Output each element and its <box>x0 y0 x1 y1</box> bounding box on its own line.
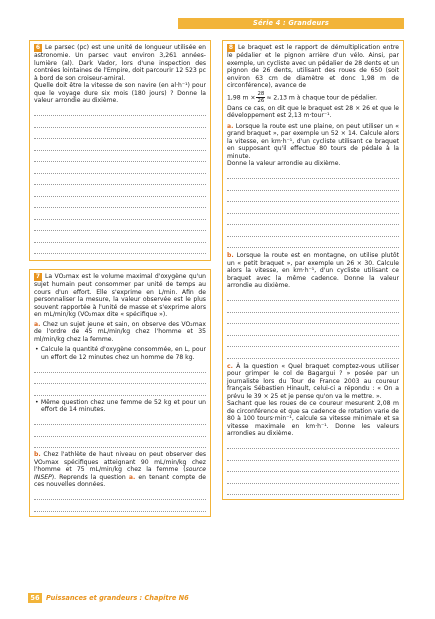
exercise-8-number: 8 <box>228 44 234 51</box>
exercise-7-part-b <box>34 451 206 489</box>
answer-line[interactable] <box>227 461 399 473</box>
part-c-text: À la question « Quel braquet comptez-vous utiliser pour grimper le col de Bagargui ? » posée par un journaliste lors du Tour de France 2003 au coureur français Sébastien Hinault, celui-ci a répondu : « On a prévu le 39 × 25 et je pense qu'on va le mettre. ». <box>227 362 399 400</box>
answer-line[interactable] <box>34 500 206 512</box>
exercise-7-statement <box>34 273 206 319</box>
bullet-2-text: Même question chez une femme de 52 kg et pour un effort de 14 minutes. <box>40 398 206 413</box>
answer-line[interactable] <box>34 151 206 163</box>
part-b-label: b. <box>34 451 41 458</box>
answer-line[interactable] <box>34 384 206 396</box>
answer-line[interactable] <box>34 208 206 220</box>
part-b-label: b. <box>227 252 234 259</box>
exercise-8-intro-2: Dans ce cas, on dit que le braquet est 28 × 26 et que le développement est 2,13 m·tour⁻¹. <box>227 104 399 119</box>
exercise-6-question: Quelle doit être la vitesse de son navire (en al·h⁻¹) pour que le voyage dure six mois (180 jours) ? Donne la valeur arrondie au dixième. <box>34 82 206 104</box>
page-number: 56 <box>28 593 42 603</box>
exercise-7-part-a <box>34 321 206 344</box>
answer-line[interactable] <box>34 105 206 117</box>
exercise-8-part-a-rounding: Donne la valeur arrondie au dixième. <box>227 160 341 167</box>
exercise-6-statement <box>34 44 206 82</box>
answer-line[interactable] <box>34 139 206 151</box>
fraction-numerator: 28 <box>257 90 265 97</box>
part-c-label: c. <box>227 362 233 370</box>
answer-line[interactable] <box>227 484 399 496</box>
part-b-text-3: en tenant compte de ces nouvelles données. <box>34 473 206 488</box>
answer-line[interactable] <box>34 197 206 209</box>
fraction-denominator: 26 <box>257 97 265 104</box>
answer-line[interactable] <box>34 162 206 174</box>
exercise-6-number: 6 <box>35 44 41 51</box>
part-a-text: Lorsque la route est une plaine, on peut utiliser un « grand braquet », par exemple un 52 × 14. Calcule alors la vitesse, en km·h⁻¹, d'un cycliste utilisant ce braquet en supposant qu'il effectue 80 tours de pédale à la minute. <box>227 122 399 160</box>
exercise-7 <box>29 269 211 517</box>
part-b-text-1: Chez l'athlète de haut niveau on peut observer des VO₂max spécifiques atteignant 90 mL/min/kg chez l'homme et 75 mL/min/kg chez la femme ( <box>34 451 207 473</box>
answer-line[interactable] <box>34 489 206 501</box>
footer-chapter: Puissances et grandeurs : Chapitre N6 <box>46 594 189 602</box>
answer-line[interactable] <box>227 347 399 359</box>
answer-line[interactable] <box>227 301 399 313</box>
answer-line[interactable] <box>227 202 399 214</box>
exercise-8-formula <box>227 91 399 104</box>
answer-line[interactable] <box>227 449 399 461</box>
answer-line[interactable] <box>227 214 399 226</box>
exercise-8-part-a <box>227 123 399 161</box>
answer-line[interactable] <box>227 472 399 484</box>
answer-line[interactable] <box>227 438 399 450</box>
formula-fraction <box>256 91 265 104</box>
answer-line[interactable] <box>34 425 206 437</box>
answer-line[interactable] <box>227 324 399 336</box>
answer-line[interactable] <box>34 243 206 255</box>
exercise-8-part-b <box>227 252 399 290</box>
answer-line[interactable] <box>227 179 399 191</box>
exercise-7-number: 7 <box>35 273 41 280</box>
right-column <box>222 40 404 500</box>
part-a-label: a. <box>227 122 234 130</box>
part-b-source: source INSEP <box>34 466 206 481</box>
part-b-text-2: ). Reprends la question <box>51 473 129 481</box>
answer-line[interactable] <box>34 174 206 186</box>
answer-line[interactable] <box>227 313 399 325</box>
part-a-text: Chez un sujet jeune et sain, on observe des VO₂max de l'ordre de 45 mL/min/kg chez l'homme et 35 ml/min/kg chez la femme. <box>34 320 206 343</box>
answer-line[interactable] <box>34 437 206 449</box>
part-b-text: Lorsque la route est en montagne, on utilise plutôt un « petit braquet », par exemple un 26 × 30. Calcule alors la vitesse, en km·h⁻¹, d'un cycliste utilisant ce braquet avec la même cadence. Donne la valeur arrondie au dixième. <box>227 252 399 289</box>
exercise-8-part-c-2: Sachant que les roues de ce coureur mesurent 2,08 m de circonférence et que sa cadence de rotation varie de 80 à 100 tours·min⁻¹, calcule sa vitesse minimale et sa vitesse maximale en km·h⁻¹. Donne les valeurs arrondies au dixième. <box>227 400 399 437</box>
answer-line[interactable] <box>34 414 206 426</box>
answer-line[interactable] <box>227 168 399 180</box>
answer-line[interactable] <box>227 290 399 302</box>
answer-line[interactable] <box>34 185 206 197</box>
exercise-6-text: Le parsec (pc) est une unité de longueur utilisée en astronomie. Un parsec vaut environ 3,261 années-lumière (al). Dark Vador, lors d'une inspection des contrées lointaines de l'Empire, doit parcourir 12 523 pc à bord de son croiseur-amiral. <box>34 44 206 82</box>
answer-line[interactable] <box>34 116 206 128</box>
answer-line[interactable] <box>227 336 399 348</box>
formula-right: ≈ 2,13 m à chaque tour de pédalier. <box>266 94 378 101</box>
formula-left: 1,98 m × <box>227 94 256 101</box>
answer-line[interactable] <box>227 191 399 203</box>
answer-line[interactable] <box>227 237 399 249</box>
answer-line[interactable] <box>34 231 206 243</box>
exercise-7-bullet-1: • Calcule la quantité d'oxygène consommée, en L, pour un effort de 12 minutes chez un homme de 78 kg. <box>35 346 206 361</box>
part-a-label: a. <box>34 320 41 328</box>
exercise-8-intro-text: Le braquet est le rapport de démultiplication entre le pédalier et le pignon arrière d'un vélo. Ainsi, par exemple, un cycliste avec un pédalier de 28 dents et un pignon de 26 dents, utilisant des roues de 650 (soit environ 63 cm de diamètre et donc 1,98 m de circonférence), avance de <box>227 44 399 89</box>
answer-line[interactable] <box>227 225 399 237</box>
answer-line[interactable] <box>34 128 206 140</box>
exercise-7-text: La VO₂max est le volume maximal d'oxygène qu'un sujet humain peut consommer par unité de temps au cours d'un effort. Elle s'exprime en L/min. Afin de personnaliser la mesure, la valeur observée est le plus souvent rapportée à l'unité de masse et s'exprime alors en mL/min/kg (VO₂max dite « spécifique »). <box>34 273 206 318</box>
exercise-6 <box>29 40 211 261</box>
bullet-1-text: Calcule la quantité d'oxygène consommée, en L, pour un effort de 12 minutes chez un homme de 78 kg. <box>40 346 206 361</box>
part-b-ref: a. <box>128 473 136 481</box>
answer-line[interactable] <box>34 220 206 232</box>
answer-line[interactable] <box>34 373 206 385</box>
left-column <box>29 40 211 517</box>
page-header-title: Série 4 : Grandeurs <box>253 19 329 27</box>
exercise-8 <box>222 40 404 500</box>
exercise-7-bullet-2: • Même question chez une femme de 52 kg et pour un effort de 14 minutes. <box>35 398 206 413</box>
answer-line[interactable] <box>34 361 206 373</box>
exercise-8-part-c <box>227 363 399 401</box>
exercise-8-intro <box>227 44 399 90</box>
